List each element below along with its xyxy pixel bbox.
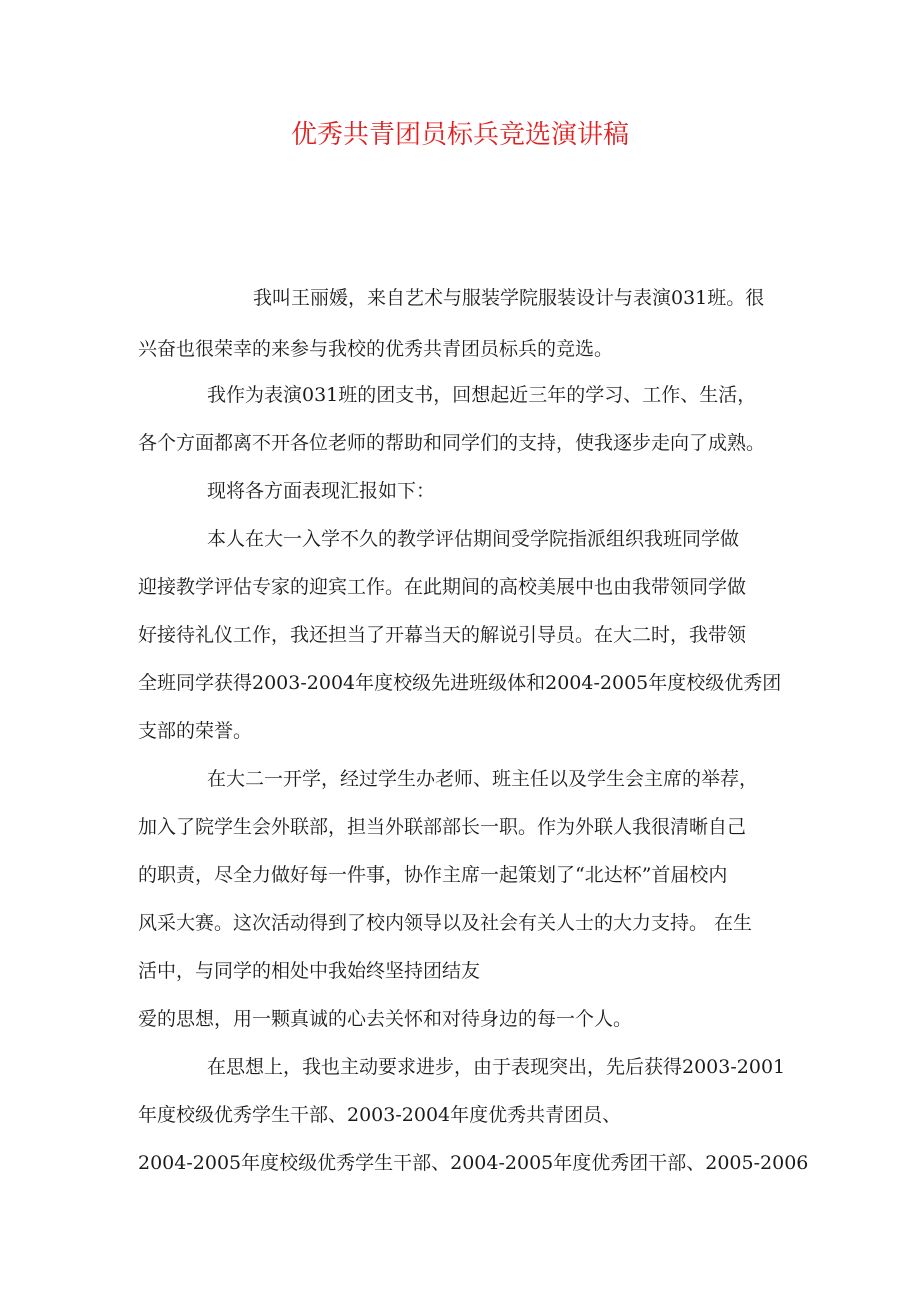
text-line: 的职责，尽全力做好每一件事，协作主席一起策划了“北达杯”首届校内 bbox=[138, 864, 728, 886]
text-line: 本人在大一入学不久的教学评估期间受学院指派组织我班同学做 bbox=[207, 528, 740, 550]
text-line: 好接待礼仪工作，我还担当了开幕当天的解说引导员。在大二时，我带领 bbox=[138, 624, 747, 646]
text-line: 在思想上，我也主动要求进步，由于表现突出，先后获得2003-2001 bbox=[207, 1056, 786, 1078]
text-line: 我作为表演031班的团支书，回想起近三年的学习、工作、生活， bbox=[207, 384, 757, 406]
text-line: 全班同学获得2003-2004年度校级先进班级体和2004-2005年度校级优秀团 bbox=[138, 672, 782, 694]
document-title: 优秀共青团员标兵竞选演讲稿 bbox=[290, 120, 629, 150]
text-line: 2004-2005年度校级优秀学生干部、2004-2005年度优秀团干部、2005-2006 bbox=[138, 1152, 809, 1174]
text-line: 活中，与同学的相处中我始终坚持团结友 bbox=[138, 960, 481, 982]
text-line: 现将各方面表现汇报如下： bbox=[207, 480, 436, 502]
text-line: 在大二一开学，经过学生办老师、班主任以及学生会主席的举荐， bbox=[207, 768, 759, 790]
text-line: 各个方面都离不开各位老师的帮助和同学们的支持，使我逐步走向了成熟。 bbox=[138, 432, 766, 454]
text-line: 支部的荣誉。 bbox=[138, 720, 253, 742]
text-line: 兴奋也很荣幸的来参与我校的优秀共青团员标兵的竞选。 bbox=[138, 338, 614, 360]
text-line: 迎接教学评估专家的迎宾工作。在此期间的高校美展中也由我带领同学做 bbox=[138, 576, 747, 598]
text-line: 爱的思想，用一颗真诚的心去关怀和对待身边的每一个人。 bbox=[138, 1008, 633, 1030]
text-line: 风采大赛。这次活动得到了校内领导以及社会有关人士的大力支持。 在生 bbox=[138, 912, 753, 934]
text-line: 年度校级优秀学生干部、2003-2004年度优秀共青团员、 bbox=[138, 1104, 622, 1126]
text-line: 加入了院学生会外联部，担当外联部部长一职。作为外联人我很清晰自己 bbox=[138, 816, 747, 838]
text-line: 我叫王丽媛，来自艺术与服装学院服装设计与表演031班。很 bbox=[253, 287, 765, 309]
